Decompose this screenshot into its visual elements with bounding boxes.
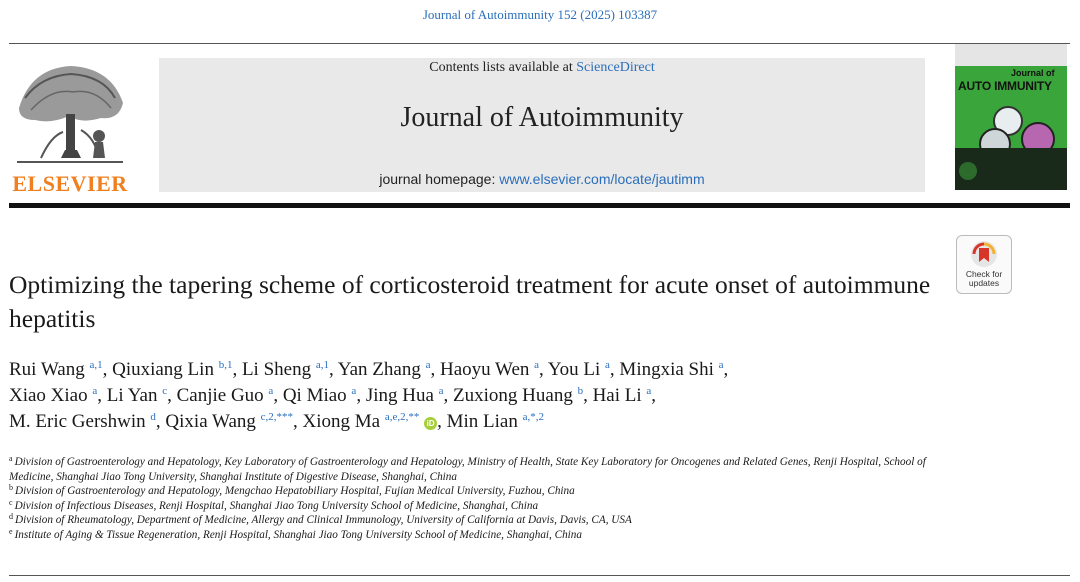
affiliation-text: Division of Rheumatology, Department of Medicine, Allergy and Clinical Immunology, University of California at Davis, Davis, CA, USA (15, 514, 632, 526)
author-affiliation-marker[interactable]: b,1 (218, 359, 233, 371)
affiliation-text: Division of Infectious Diseases, Renji Hospital, Shanghai Jiao Tong University School of Medicine, Shanghai, China (14, 499, 539, 512)
journal-cover[interactable] (955, 44, 1067, 190)
author-name[interactable]: Qixia Wang (165, 411, 256, 432)
affiliation-list (9, 455, 934, 542)
author-name[interactable]: Jing Hua (365, 385, 434, 406)
affiliation-text: Division of Gastroenterology and Hepatology, Key Laboratory of Gastroenterology and Hepatology, Ministry of Health, State Key Laboratory for Oncogenes and Related Genes, Renji Hospital, School of Medicine, Shanghai Jiao Tong University, Shanghai Institute of Digestive Disease, Shanghai, China (9, 456, 926, 483)
author-affiliation-marker[interactable]: c,2,*** (260, 411, 294, 423)
affiliation-item (9, 513, 934, 528)
author-name[interactable]: Canjie Guo (176, 385, 264, 406)
author-name[interactable]: Li Sheng (241, 359, 312, 380)
author-affiliation-marker[interactable]: a,1 (89, 359, 103, 371)
author-affiliation-marker[interactable]: c (162, 385, 168, 397)
author-affiliation-marker[interactable]: a (351, 385, 357, 397)
author-affiliation-marker[interactable]: a (646, 385, 652, 397)
affiliation-text: Institute of Aging & Tissue Regeneration, Renji Hospital, Shanghai Jiao Tong University School of Medicine, Shanghai, China (14, 528, 582, 541)
author-affiliation-marker[interactable]: a (438, 385, 444, 397)
footer-divider (9, 575, 1070, 576)
author-name[interactable]: Zuxiong Huang (453, 385, 573, 406)
author-affiliation-marker[interactable]: a (718, 359, 724, 371)
author-affiliation-marker[interactable]: d (150, 411, 156, 423)
author-separator: , (102, 359, 113, 380)
author-line (9, 383, 969, 409)
check-for-updates-button[interactable] (956, 235, 1012, 294)
journal-masthead (159, 58, 925, 192)
journal-citation[interactable]: Journal of Autoimmunity 152 (2025) 103387 (422, 7, 658, 22)
homepage-prefix: journal homepage: (379, 171, 500, 187)
affiliation-marker: d (9, 512, 13, 521)
author-affiliation-marker[interactable]: a (605, 359, 610, 371)
cover-title: AUTO IMMUNITY (958, 79, 1052, 93)
author-affiliation-marker[interactable]: a,1 (315, 359, 329, 371)
header-divider (9, 43, 1070, 44)
author-separator: , (723, 359, 729, 380)
author-separator: , (155, 411, 166, 432)
masthead-divider (9, 203, 1070, 208)
author-affiliation-marker[interactable]: a (534, 359, 540, 371)
cover-title-small: Journal of (1011, 68, 1055, 78)
affiliation-marker: e (9, 526, 13, 536)
author-separator: , (293, 411, 303, 432)
author-name[interactable]: Xiong Ma (302, 411, 381, 432)
sciencedirect-link[interactable]: ScienceDirect (576, 60, 655, 75)
author-affiliation-marker[interactable]: b (577, 385, 584, 397)
author-separator: , (273, 385, 283, 406)
check-updates-line2: updates (968, 278, 1000, 288)
journal-name: Journal of Autoimmunity (400, 102, 684, 133)
author-separator: , (232, 359, 242, 380)
affiliation-item (9, 484, 934, 499)
cover-image-circle (959, 162, 977, 180)
check-updates-icon (970, 240, 998, 268)
author-list (9, 357, 969, 435)
contents-line (159, 60, 925, 76)
check-updates-label (957, 270, 1011, 288)
affiliation-text: Division of Gastroenterology and Hepatology, Mengchao Hepatobiliary Hospital, Fujian Medical University, Fuzhou, China (15, 485, 575, 497)
article-title: Optimizing the tapering scheme of corticosteroid treatment for acute onset of autoimmune hepatitis (9, 270, 931, 333)
elsevier-logo[interactable] (9, 58, 131, 194)
author-name[interactable]: Rui Wang (9, 359, 85, 380)
author-separator: , (97, 385, 107, 406)
affiliation-item (9, 455, 934, 484)
author-affiliation-marker[interactable]: a (268, 385, 274, 397)
author-name[interactable]: You Li (547, 359, 601, 380)
author-separator: , (539, 359, 548, 380)
contents-prefix: Contents lists available at (429, 60, 577, 75)
author-separator: , (583, 385, 593, 406)
affiliation-marker: b (9, 483, 13, 492)
author-affiliation-marker[interactable]: a,*,2 (522, 411, 545, 423)
author-name[interactable]: Min Lian (446, 411, 518, 432)
author-separator: , (443, 385, 454, 406)
affiliation-item (9, 499, 934, 514)
author-separator: , (609, 359, 620, 380)
author-name[interactable]: Mingxia Shi (619, 359, 714, 380)
affiliation-marker: a (9, 454, 13, 463)
author-name[interactable]: M. Eric Gershwin (9, 411, 146, 432)
author-line (9, 409, 969, 435)
author-name[interactable]: Hai Li (592, 385, 642, 406)
check-updates-line1: Check for (965, 269, 1003, 279)
author-name[interactable]: Qiuxiang Lin (112, 359, 214, 380)
author-separator: , (430, 359, 440, 380)
author-separator: , (651, 385, 657, 406)
affiliation-item (9, 528, 934, 543)
author-name[interactable]: Xiao Xiao (9, 385, 88, 406)
author-affiliation-marker[interactable]: a (425, 359, 431, 371)
author-separator: , (356, 385, 366, 406)
author-separator: , (167, 385, 177, 406)
author-line (9, 357, 969, 383)
author-affiliation-marker[interactable]: a (92, 385, 98, 397)
homepage-link[interactable]: www.elsevier.com/locate/jautimm (499, 171, 705, 187)
orcid-icon[interactable]: iD (424, 417, 437, 430)
author-name[interactable]: Haoyu Wen (439, 359, 530, 380)
journal-homepage-line (159, 171, 925, 187)
author-name[interactable]: Yan Zhang (337, 359, 421, 380)
elsevier-wordmark: ELSEVIER (12, 171, 128, 196)
author-separator: , (437, 411, 447, 432)
elsevier-tree-icon (11, 58, 129, 166)
affiliation-marker: c (9, 497, 13, 507)
cover-header-strip (955, 44, 1067, 66)
author-name[interactable]: Qi Miao (282, 385, 347, 406)
author-affiliation-marker[interactable]: a,e,2,** (384, 411, 420, 423)
author-separator: , (328, 359, 338, 380)
author-name[interactable]: Li Yan (106, 385, 158, 406)
